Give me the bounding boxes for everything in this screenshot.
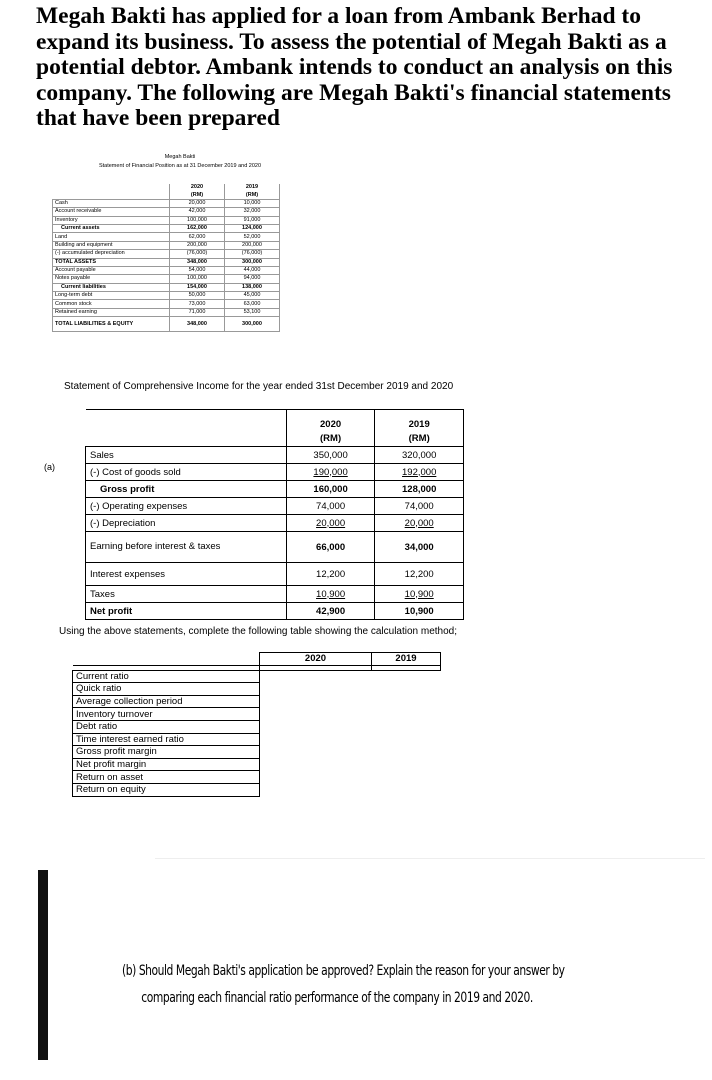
balance-sheet-row: Common stock 73,000 63,000 <box>53 300 280 308</box>
ratio-table-header: 2020 2019 <box>73 653 441 666</box>
ratio-row: Time interest earned ratio <box>73 733 441 746</box>
balance-sheet-row: Long-term debt 50,000 45,000 <box>53 292 280 300</box>
ratio-row: Return on asset <box>73 771 441 784</box>
balance-sheet-row: Notes payable 100,000 94,000 <box>53 275 280 283</box>
divider-line <box>155 858 705 859</box>
balance-sheet-row: Account receivable 42,000 32,000 <box>53 208 280 216</box>
balance-sheet-table <box>52 184 280 332</box>
balance-sheet-row: Land 62,000 52,000 <box>53 233 280 241</box>
instruction-text: Using the above statements, complete the following table showing the calculation method; <box>59 626 458 637</box>
ratio-table <box>72 652 441 797</box>
ratio-row: Debt ratio <box>73 720 441 733</box>
question-a-label: (a) <box>44 462 55 472</box>
income-statement-title: Statement of Comprehensive Income for the year ended 31st December 2019 and 2020 <box>64 381 454 392</box>
ratio-row: Average collection period <box>73 695 441 708</box>
balance-sheet-title: Statement of Financial Position as at 31 December 2019 and 2020 <box>98 163 262 169</box>
income-statement-row: Sales 350,000 320,000 <box>86 447 464 464</box>
balance-sheet-row: Inventory 100,000 91,000 <box>53 216 280 224</box>
ratio-row: Return on equity <box>73 783 441 796</box>
balance-sheet-unit-header: (RM) (RM) <box>53 191 280 199</box>
scan-edge-bar <box>38 870 48 1060</box>
balance-sheet-row: (-) accumulated depreciation (76,000) (76,000) <box>53 250 280 258</box>
ratio-row: Net profit margin <box>73 758 441 771</box>
balance-sheet-row: TOTAL LIABILITIES & EQUITY 348,000 300,000 <box>53 317 280 332</box>
balance-sheet-row: TOTAL ASSETS 348,000 300,000 <box>53 258 280 266</box>
question-b-line-2: comparing each financial ratio performance of the company in 2019 and 2020. <box>141 990 533 1006</box>
income-statement-row: (-) Cost of goods sold 190,000 192,000 <box>86 464 464 481</box>
balance-sheet-row: Account payable 54,000 44,000 <box>53 266 280 274</box>
question-heading: Megah Bakti has applied for a loan from Ambank Berhad to expand its business. To assess the potential of Megah Bakti as a potential debtor. Ambank intends to conduct an analysis on this company. The following are Megah Bakti's financial statements that have been prepared <box>36 3 673 131</box>
balance-sheet-row: Building and equipment 200,000 200,000 <box>53 241 280 249</box>
question-b <box>122 958 565 1012</box>
income-statement-table <box>85 409 464 620</box>
balance-sheet-year-header: 2020 2019 <box>53 184 280 191</box>
question-b-line-1: (b) Should Megah Bakti's application be approved? Explain the reason for your answer by <box>122 963 565 979</box>
income-statement-year-header: 2020 2019 <box>86 410 464 431</box>
income-statement-row: (-) Operating expenses 74,000 74,000 <box>86 498 464 515</box>
ratio-answer-area <box>260 670 441 796</box>
balance-sheet-row: Current liabilities 154,000 138,000 <box>53 283 280 291</box>
ratio-row: Inventory turnover <box>73 708 441 721</box>
income-statement-row: (-) Depreciation 20,000 20,000 <box>86 515 464 532</box>
income-statement-row: Net profit 42,900 10,900 <box>86 603 464 620</box>
company-name: Megah Bakti <box>164 154 196 160</box>
ratio-row: Current ratio <box>73 670 441 683</box>
balance-sheet-row: Cash 20,000 10,000 <box>53 199 280 207</box>
ratio-row: Gross profit margin <box>73 746 441 759</box>
ratio-row: Quick ratio <box>73 683 441 696</box>
income-statement-row: Gross profit 160,000 128,000 <box>86 481 464 498</box>
balance-sheet-row: Retained earning 71,000 53,100 <box>53 308 280 316</box>
income-statement-row: Taxes 10,900 10,900 <box>86 586 464 603</box>
balance-sheet-row: Current assets 162,000 124,000 <box>53 224 280 232</box>
income-statement-row: Interest expenses 12,200 12,200 <box>86 563 464 586</box>
income-statement-unit-header: (RM) (RM) <box>86 430 464 447</box>
income-statement-row: Earning before interest & taxes 66,000 34,000 <box>86 532 464 563</box>
